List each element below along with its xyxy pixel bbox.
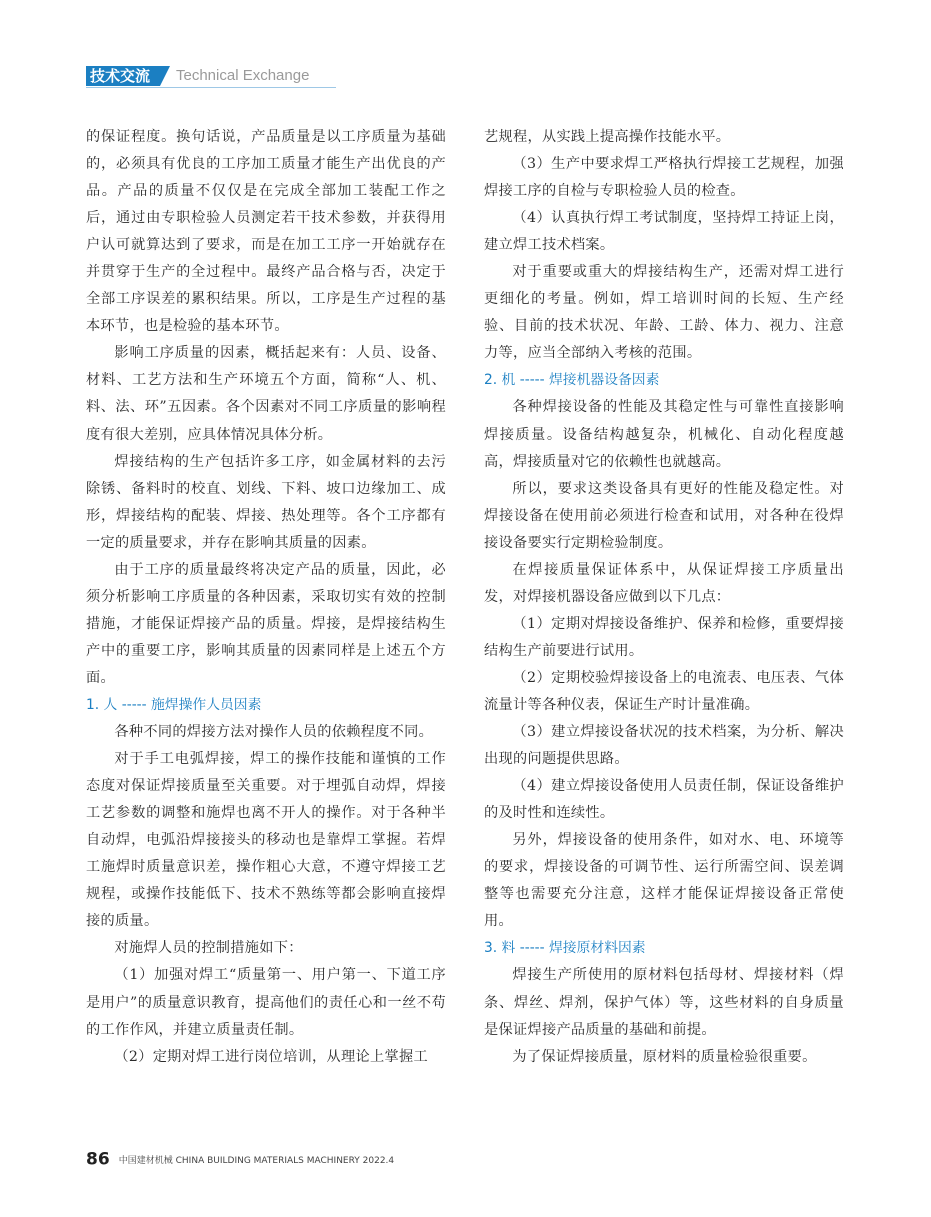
paragraph: 为了保证焊接质量，原材料的质量检验很重要。 xyxy=(512,1048,817,1065)
paragraph: 对于重要或重大的焊接结构生产，还需对焊工进行更细化的考量。例如，焊工培训时间的长短、生产经验、目前的技术状况、年龄、工龄、体力、视力、注意力等，应当全部纳入考核的范围。 xyxy=(484,264,844,362)
right-column xyxy=(484,124,844,1071)
section-tag: 技术交流 xyxy=(86,66,160,86)
section-heading: 1. 人 ----- 施焊操作人员因素 xyxy=(86,696,262,713)
paragraph: （2）定期校验焊接设备上的电流表、电压表、气体流量计等各种仪表，保证生产时计量准确。 xyxy=(484,669,844,713)
paragraph: 另外，焊接设备的使用条件，如对水、电、环境等的要求，焊接设备的可调节性、运行所需空间、误差调整等也需要充分注意，这样才能保证焊接设备正常使用。 xyxy=(484,832,844,930)
paragraph: 焊接结构的生产包括许多工序，如金属材料的去污除锈、备料时的校直、划线、下料、坡口边缘加工、成形，焊接结构的配装、焊接、热处理等。各个工序都有一定的质量要求，并存在影响其质量的因素。 xyxy=(86,453,446,551)
paragraph: （1）定期对焊接设备维护、保养和检修，重要焊接结构生产前要进行试用。 xyxy=(484,615,844,659)
section-tag-slant xyxy=(160,66,170,86)
section-heading: 3. 料 ----- 焊接原材料因素 xyxy=(484,940,646,957)
paragraph: 所以，要求这类设备具有更好的性能及稳定性。对焊接设备在使用前必须进行检查和试用，对各种在役焊接设备要实行定期检验制度。 xyxy=(484,480,844,551)
paragraph: 的保证程度。换句话说，产品质量是以工序质量为基础的，必须具有优良的工序加工质量才能生产出优良的产品。产品的质量不仅仅是在完成全部加工装配工作之后，通过由专职检验人员测定若干技术参数，并获得用户认可就算达到了要求，而是在加工工序一开始就存在并贯穿于生产的全过程中。最终产品合格与否，决定于全部工序误差的累积结果。所以，工序是生产过程的基本环节，也是检验的基本环节。 xyxy=(86,129,446,335)
journal-name: 中国建材机械 CHINA BUILDING MATERIALS MACHINERY 2022.4 xyxy=(118,1156,395,1166)
page-footer xyxy=(86,1149,394,1171)
paragraph: 各种焊接设备的性能及其稳定性与可靠性直接影响焊接质量。设备结构越复杂，机械化、自动化程度越高，焊接质量对它的依赖性也就越高。 xyxy=(484,399,844,470)
left-column xyxy=(86,124,446,1071)
section-heading: 2. 机 ----- 焊接机器设备因素 xyxy=(484,372,660,389)
paragraph: 对于手工电弧焊接，焊工的操作技能和谨慎的工作态度对保证焊接质量至关重要。对于埋弧自动焊，焊接工艺参数的调整和施焊也离不开人的操作。对于各种半自动焊，电弧沿焊接接头的移动也是靠焊工掌握。若焊工施焊时质量意识差，操作粗心大意，不遵守焊接工艺规程，或操作技能低下、技术不熟练等都会影响直接焊接的质量。 xyxy=(86,751,446,930)
paragraph: （1）加强对焊工“质量第一、用户第一、下道工序是用户”的质量意识教育，提高他们的责任心和一丝不苟的工作作风，并建立质量责任制。 xyxy=(86,967,446,1038)
paragraph: （2）定期对焊工进行岗位培训，从理论上掌握工 xyxy=(114,1048,428,1065)
paragraph: 对施焊人员的控制措施如下： xyxy=(114,940,303,957)
paragraph: 焊接生产所使用的原材料包括母材、焊接材料（焊条、焊丝、焊剂，保护气体）等，这些材料的自身质量是保证焊接产品质量的基础和前提。 xyxy=(484,967,844,1038)
section-subtitle: Technical Exchange xyxy=(176,67,310,84)
paragraph: 各种不同的焊接方法对操作人员的依赖程度不同。 xyxy=(114,724,434,741)
paragraph: （3）建立焊接设备状况的技术档案，为分析、解决出现的问题提供思路。 xyxy=(484,724,844,768)
paragraph: （4）认真执行焊工考试制度，坚持焊工持证上岗，建立焊工技术档案。 xyxy=(484,210,844,254)
header-rule xyxy=(86,87,336,88)
paragraph: （4）建立焊接设备使用人员责任制，保证设备维护的及时性和连续性。 xyxy=(484,778,844,822)
paragraph: 在焊接质量保证体系中，从保证焊接工序质量出发，对焊接机器设备应做到以下几点： xyxy=(484,561,844,605)
paragraph: 艺规程，从实践上提高操作技能水平。 xyxy=(484,129,731,145)
paragraph: 影响工序质量的因素，概括起来有：人员、设备、材料、工艺方法和生产环境五个方面，简称“人、机、料、法、环”五因素。各个因素对不同工序质量的影响程度有很大差别，应具体情况具体分析。 xyxy=(86,345,446,443)
page-number: 86 xyxy=(86,1149,110,1170)
paragraph: （3）生产中要求焊工严格执行焊接工艺规程，加强焊接工序的自检与专职检验人员的检查。 xyxy=(484,156,844,200)
paragraph: 由于工序的质量最终将决定产品的质量，因此，必须分析影响工序质量的各种因素，采取切实有效的控制措施，才能保证焊接产品的质量。焊接，是焊接结构生产中的重要工序，影响其质量的因素同样是上述五个方面。 xyxy=(86,561,446,686)
